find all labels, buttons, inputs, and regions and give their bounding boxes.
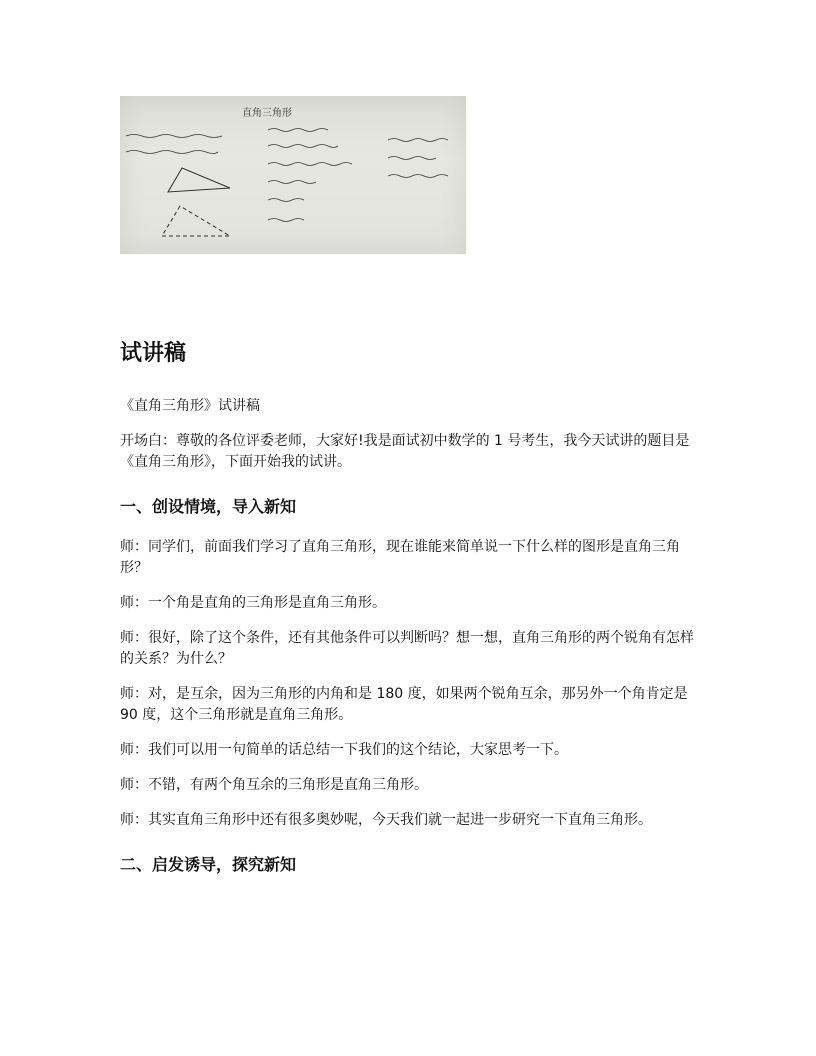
handwriting-right <box>388 139 448 178</box>
board-title: 直角三角形 <box>242 108 292 119</box>
section-1-paragraph: 师：一个角是直角的三角形是直角三角形。 <box>120 595 386 611</box>
section-1-paragraph: 师：其实直角三角形中还有很多奥妙呢，今天我们就一起进一步研究一下直角三角形。 <box>120 812 652 828</box>
document-title: 试讲稿 <box>120 341 187 366</box>
document-subtitle: 《直角三角形》试讲稿 <box>120 398 260 414</box>
handwriting-middle <box>268 129 352 222</box>
triangle-solid <box>168 168 230 192</box>
blackboard-photo <box>120 96 466 254</box>
handwriting-left <box>126 135 222 154</box>
document-body <box>120 336 700 895</box>
section-1-heading: 一、创设情境，导入新知 <box>120 497 297 516</box>
section-2-heading: 二、启发诱导，探究新知 <box>120 855 297 874</box>
triangle-dashed <box>162 206 230 236</box>
section-1-paragraph: 师：不错，有两个角互余的三角形是直角三角形。 <box>120 777 428 793</box>
section-1-paragraph: 师：很好，除了这个条件，还有其他条件可以判断吗？想一想，直角三角形的两个锐角有怎样的关系？为什么？ <box>120 630 694 667</box>
section-1-paragraph: 师：我们可以用一句简单的话总结一下我们的这个结论，大家思考一下。 <box>120 742 568 758</box>
intro-paragraph: 开场白：尊敬的各位评委老师，大家好!我是面试初中数学的 1 号考生，我今天试讲的题目是《直角三角形》，下面开始我的试讲。 <box>120 433 690 470</box>
section-1-paragraph: 师：同学们，前面我们学习了直角三角形，现在谁能来简单说一下什么样的图形是直角三角形？ <box>120 539 680 576</box>
section-1-paragraph: 师：对，是互余，因为三角形的内角和是 180 度，如果两个锐角互余，那另外一个角肯定是 90 度，这个三角形就是直角三角形。 <box>120 686 688 723</box>
blackboard-sketch <box>120 96 466 254</box>
